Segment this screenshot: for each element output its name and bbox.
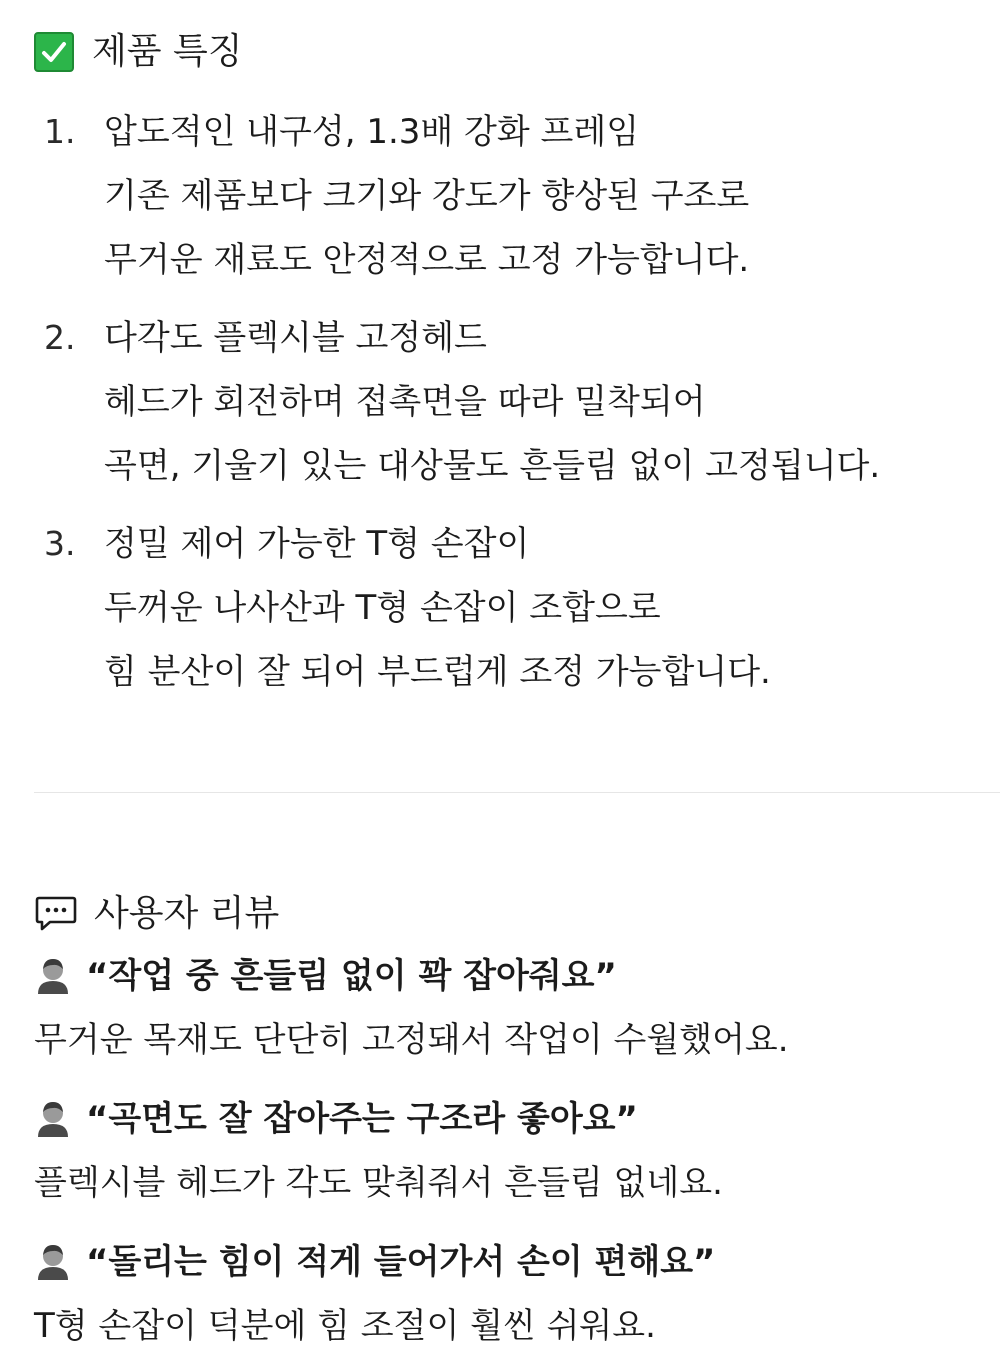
check-mark-button-icon: [34, 32, 74, 72]
features-heading: [34, 32, 243, 72]
feature-description-line: 무거운 재료도 안정적으로 고정 가능합니다.: [104, 240, 750, 280]
speech-balloon-icon: [34, 894, 78, 934]
review-headline: “작업 중 흔들림 없이 꽉 잡아줘요”: [86, 956, 617, 996]
feature-description-line: 곡면, 기울기 있는 대상물도 흔들림 없이 고정됩니다.: [104, 446, 881, 486]
person-icon: [34, 1099, 72, 1139]
features-title: 제품 특징: [92, 31, 243, 72]
section-divider: [34, 792, 1000, 793]
review-headline: “곡면도 잘 잡아주는 구조라 좋아요”: [86, 1099, 638, 1139]
review-item-2: [34, 1097, 984, 1205]
feature-description-line: 힘 분산이 잘 되어 부드럽게 조정 가능합니다.: [104, 652, 771, 692]
feature-number: 1.: [44, 112, 76, 151]
review-headline-row: [34, 1097, 984, 1141]
review-body: 플렉시블 헤드가 각도 맞춰줘서 흔들림 없네요.: [34, 1163, 723, 1203]
feature-number: 3.: [44, 524, 76, 563]
review-body: T형 손잡이 덕분에 힘 조절이 훨씬 쉬워요.: [34, 1306, 656, 1346]
feature-description-line: 기존 제품보다 크기와 강도가 향상된 구조로: [104, 176, 750, 216]
review-body: 무거운 목재도 단단히 고정돼서 작업이 수월했어요.: [34, 1020, 789, 1060]
review-headline: “돌리는 힘이 적게 들어가서 손이 편해요”: [86, 1242, 716, 1282]
review-headline-row: [34, 1240, 984, 1284]
review-headline-row: [34, 954, 984, 998]
reviews-heading: [34, 894, 279, 934]
review-item-3: [34, 1240, 984, 1348]
feature-title: 압도적인 내구성, 1.3배 강화 프레임: [104, 112, 640, 152]
person-icon: [34, 1242, 72, 1282]
feature-description-line: 두꺼운 나사산과 T형 손잡이 조합으로: [104, 588, 661, 628]
person-icon: [34, 956, 72, 996]
feature-description-line: 헤드가 회전하며 접촉면을 따라 밀착되어: [104, 382, 706, 422]
reviews-title: 사용자 리뷰: [94, 893, 280, 934]
review-item-1: [34, 954, 984, 1062]
feature-number: 2.: [44, 318, 76, 357]
feature-title: 정밀 제어 가능한 T형 손잡이: [104, 524, 530, 564]
feature-title: 다각도 플렉시블 고정헤드: [104, 318, 487, 358]
